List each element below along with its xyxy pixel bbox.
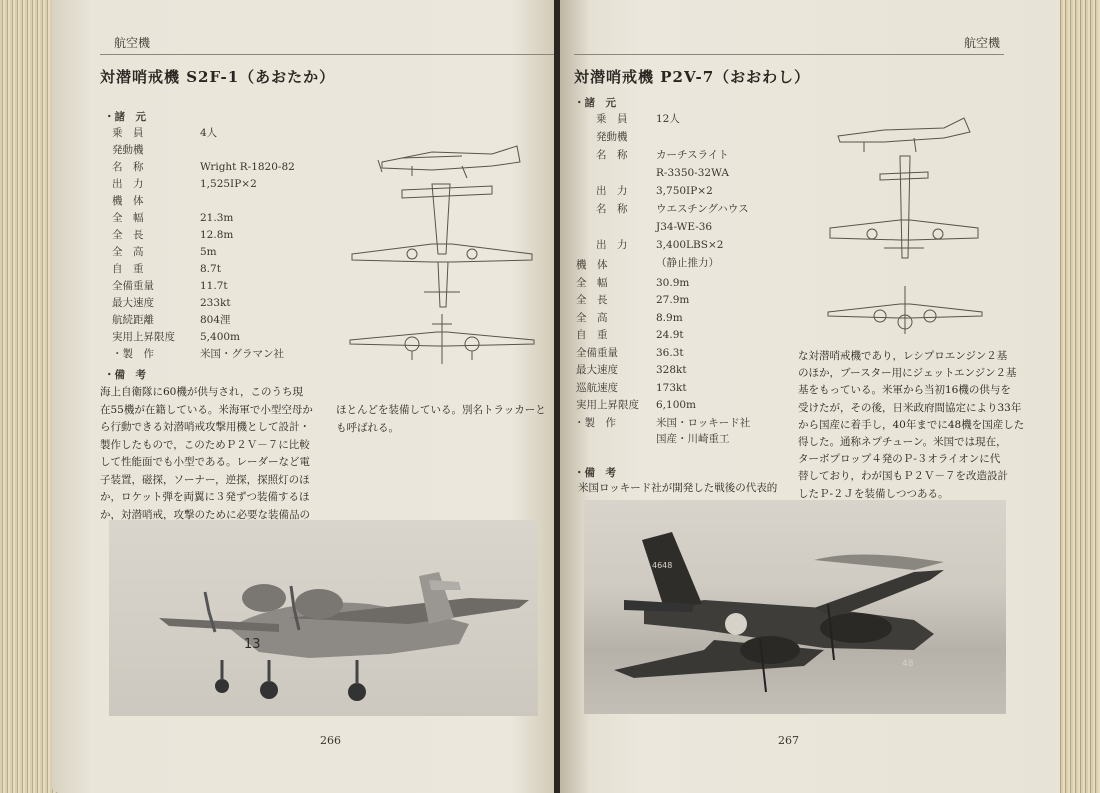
- remarks-line-left: ら行動できる対潜哨戒攻撃用機として設計・: [100, 421, 310, 433]
- aircraft-three-view-s2f: [342, 132, 537, 372]
- aircraft-three-view-p2v: [824, 108, 984, 338]
- spec-row-left-value: 1,525IP×2: [200, 178, 257, 190]
- spec-row-right-value: 3,400LBS×2: [656, 239, 724, 251]
- remarks-line-left: 製作したもので，このためＰ２Ｖ－７に比較: [100, 438, 310, 451]
- page-edges-right: [1058, 0, 1100, 793]
- header-rule-left: [100, 54, 556, 55]
- left-page: [52, 0, 558, 793]
- p2v-nose-number: 48: [902, 659, 914, 669]
- spec-row-right-body-value: 6,100m: [656, 399, 697, 411]
- spec-row-left-value: 米国・グラマン社: [200, 348, 284, 360]
- spec-row-left-label: 実用上昇限度: [112, 331, 175, 343]
- page-number-left: 266: [320, 734, 341, 747]
- spec-row-right-body-value: 328kt: [656, 364, 687, 376]
- maker-label-right: ・製 作: [574, 417, 616, 429]
- spec-row-right-value: カーチスライト: [656, 149, 729, 161]
- header-rule-right: [574, 54, 1004, 55]
- spec-row-right-value: （静止推力）: [656, 257, 719, 269]
- p2v-tail-number: 4648: [652, 561, 673, 570]
- p2v-aircraft-silhouette: [584, 500, 1006, 714]
- spec-row-right-body-label: 全 高: [576, 311, 608, 324]
- spec-row-left-label: 全 幅: [112, 212, 144, 224]
- remarks-line-left-col2: も呼ばれる。: [336, 421, 399, 434]
- remarks-line-right-col2: したＰ-２Ｊを装備しつつある。: [798, 487, 949, 500]
- spec-row-left-value: 804浬: [200, 314, 231, 326]
- maker-line-2: 国産・川崎重工: [656, 433, 730, 445]
- spec-row-right-label: 名 称: [596, 203, 628, 215]
- remarks-line-left-col2: ほとんどを装備している。別名トラッカーと: [336, 404, 546, 416]
- spec-row-right-body-label: 全備重量: [576, 346, 618, 359]
- remarks-line-right-col2: から国産に着手し，40年までに48機を国産した: [798, 418, 1025, 431]
- page-title-right: 対潜哨戒機 P2V-7（おおわし）: [574, 68, 811, 86]
- spec-header-right: ・諸 元: [574, 97, 616, 109]
- spec-row-left-value: 8.7t: [200, 263, 221, 275]
- spec-row-left-label: 発動機: [112, 144, 144, 156]
- spec-row-left-value: 5,400m: [200, 331, 241, 343]
- spec-row-left-label: 全備重量: [112, 280, 154, 292]
- spec-row-right-label: 出 力: [596, 239, 628, 251]
- remarks-line-right-col2: のほか，ブースター用にジェットエンジン２基: [798, 367, 1017, 380]
- spec-header-left: ・諸 元: [104, 111, 146, 123]
- spec-row-left-value: 11.7t: [200, 280, 228, 292]
- spec-row-right-body-value: 8.9m: [656, 311, 683, 324]
- spec-row-right-body-value: 27.9m: [656, 294, 690, 306]
- running-head-right: 航空機: [964, 36, 1001, 50]
- spec-row-left-value: Wright R-1820-82: [200, 161, 295, 173]
- remarks-line-right-col2: 基をもっている。米軍から当初16機の供与を: [798, 384, 1011, 397]
- remarks-line-right-col2: 得した。通称ネプチューン。米国では現在，: [798, 436, 1007, 448]
- remarks-header-left: ・備 考: [104, 369, 146, 381]
- photo-p2v-aircraft: [584, 500, 1006, 714]
- spec-row-right-body-label: 実用上昇限度: [576, 399, 639, 411]
- spec-row-right-body-label: 巡航速度: [576, 381, 618, 394]
- spec-row-left-value: 21.3m: [200, 212, 234, 224]
- spec-row-right-value: ウエスチングハウス: [656, 203, 749, 215]
- spec-row-right-value: R-3350-32WA: [656, 167, 729, 179]
- remarks-line-right-col2: 替しており，わが国もＰ２Ｖ－７を改造設計: [798, 470, 1008, 483]
- remarks-line-left: して性能面でも小型である。レーダーなど電: [100, 456, 310, 468]
- spec-row-right-value: 3,750IP×2: [656, 185, 713, 197]
- remarks-line-right-col2: 受けたが，その後，日米政府間協定により33年: [798, 401, 1022, 414]
- right-page: [560, 0, 1060, 793]
- spec-row-left-value: 233kt: [200, 297, 231, 309]
- spec-row-right-body-value: 30.9m: [656, 276, 690, 289]
- running-head-left: 航空機: [114, 36, 151, 50]
- remarks-line-right-1: 米国ロッキード社が開発した戦後の代表的: [578, 482, 778, 494]
- spec-row-left-label: 全 高: [112, 246, 144, 258]
- page-number-right: 267: [778, 734, 799, 747]
- spec-row-right-label: 出 力: [596, 185, 628, 197]
- remarks-line-left: 子装置，磁探，ソーナー，逆探，探照灯のほ: [100, 473, 310, 486]
- remarks-line-right-col2: ターボプロップ４発のＰ-３オライオンに代: [798, 453, 1001, 466]
- remarks-line-left: か，対潜哨戒，攻撃のために必要な装備品の: [100, 508, 310, 521]
- page-edges-left: [0, 0, 56, 793]
- spec-row-right-body-label: 自 重: [576, 329, 608, 341]
- photo-s2f-aircraft: [109, 520, 538, 716]
- spec-row-left-value: 4人: [200, 127, 218, 139]
- spec-row-left-label: 出 力: [112, 178, 144, 190]
- spec-row-left-value: 12.8m: [200, 229, 234, 241]
- spec-row-left-label: 名 称: [112, 161, 144, 173]
- s2f-tail-number: 13: [244, 637, 261, 652]
- spec-row-left-label: 航続距離: [112, 314, 154, 326]
- spec-row-right-body-label: 全 長: [576, 294, 608, 306]
- spec-row-right-body-label: 機 体: [576, 259, 608, 271]
- spec-row-right-body-value: 36.3t: [656, 346, 684, 359]
- remarks-line-right-col2: な対潜哨戒機であり，レシプロエンジン２基: [798, 350, 1008, 362]
- spec-row-right-body-label: 全 幅: [576, 276, 608, 289]
- page-title-left: 対潜哨戒機 S2F-1（あおたか）: [100, 68, 336, 86]
- s2f-aircraft-silhouette: [109, 520, 538, 716]
- spec-row-right-body-value: 24.9t: [656, 329, 684, 341]
- spec-row-right-label: 乗 員: [596, 113, 628, 125]
- spec-row-right-label: 名 称: [596, 149, 628, 161]
- spec-row-left-label: 全 長: [112, 229, 144, 241]
- spec-row-right-value: 12人: [656, 113, 680, 125]
- remarks-line-left: 在55機が在籍している。米海軍で小型空母か: [100, 403, 313, 416]
- spec-row-left-label: 最大速度: [112, 297, 154, 309]
- maker-line-1: 米国・ロッキード社: [656, 417, 751, 429]
- spec-row-left-label: 機 体: [112, 195, 144, 207]
- spec-row-right-body-value: 173kt: [656, 381, 687, 394]
- remarks-header-right: ・備 考: [574, 467, 616, 479]
- spec-row-left-label: 自 重: [112, 263, 144, 275]
- spec-row-right-value: J34-WE-36: [656, 221, 713, 233]
- spec-row-right-label: 発動機: [596, 131, 628, 143]
- spec-row-right-body-label: 最大速度: [576, 364, 618, 376]
- remarks-line-left: 海上自衛隊に60機が供与され，このうち現: [100, 386, 303, 398]
- spec-row-left-label: ・製 作: [112, 348, 154, 360]
- remarks-line-left: か，ロケット弾を両翼に３発ずつ装備するほ: [100, 491, 310, 503]
- spec-row-left-value: 5m: [200, 246, 217, 258]
- spec-row-left-label: 乗 員: [112, 127, 144, 139]
